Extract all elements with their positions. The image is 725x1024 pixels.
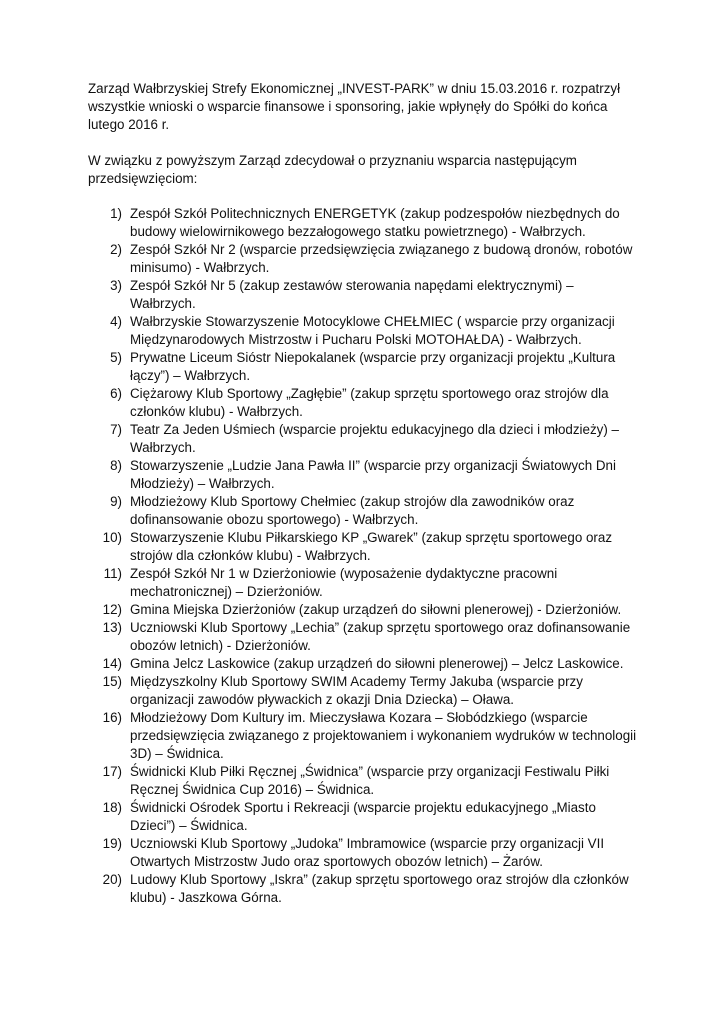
list-item [88,871,640,907]
list-item [88,799,640,835]
list-item-number: 16) [102,710,122,725]
list-item [88,205,640,241]
list-item [88,835,640,871]
list-item-number: 13) [102,620,122,635]
list-item-text: Gmina Jelcz Laskowice (zakup urządzeń do siłowni plenerowej) – Jelcz Laskowice. [130,656,624,671]
document-body [88,80,640,907]
list-item-text: Zespół Szkół Nr 5 (zakup zestawów sterowania napędami elektrycznymi) – Wałbrzych. [130,278,574,311]
list-item [88,709,640,763]
list-item [88,565,640,601]
list-item-text: Uczniowski Klub Sportowy „Judoka” Imbramowice (wsparcie przy organizacji VII Otwartych Mistrzostw Judo oraz sportowych obozów letnich) – Żarów. [130,836,605,869]
list-item-text: Ciężarowy Klub Sportowy „Zagłębie” (zakup sprzętu sportowego oraz strojów dla członków klubu) - Wałbrzych. [130,386,609,419]
list-item-text: Stowarzyszenie „Ludzie Jana Pawła II” (wsparcie przy organizacji Światowych Dni Młodzieży) – Wałbrzych. [130,458,616,491]
list-item-text: Ludowy Klub Sportowy „Iskra” (zakup sprzętu sportowego oraz strojów dla członków klubu) - Jaszkowa Górna. [130,872,629,905]
list-item-text: Zespół Szkół Nr 1 w Dzierżoniowie (wyposażenie dydaktyczne pracowni mechatronicznej) – Dzierżoniów. [130,566,558,599]
list-item-number: 4) [110,314,122,329]
list-item-number: 19) [102,836,122,851]
list-item-text: Międzyszkolny Klub Sportowy SWIM Academy Termy Jakuba (wsparcie przy organizacji zawodów pływackich z okazji Dnia Dziecka) – Oława. [130,674,583,707]
list-item-text: Młodzieżowy Dom Kultury im. Mieczysława Kozara – Słobódzkiego (wsparcie przedsięwzięcia związanego z projektowaniem i wykonaniem wydruków w technologii 3D) – Świdnica. [130,710,637,761]
list-item-number: 9) [110,494,122,509]
list-item-number: 18) [102,800,122,815]
list-item-number: 15) [102,674,122,689]
list-item [88,763,640,799]
list-item [88,493,640,529]
list-item-text: Stowarzyszenie Klubu Piłkarskiego KP „Gwarek” (zakup sprzętu sportowego oraz strojów dla członków klubu) - Wałbrzych. [130,530,613,563]
list-item-number: 11) [103,566,122,581]
intro-paragraph: Zarząd Wałbrzyskiej Strefy Ekonomicznej „INVEST-PARK” w dniu 15.03.2016 r. rozpatrzył wszystkie wnioski o wsparcie finansowe i sponsoring, jakie wpłynęły do Spółki do końca lutego 2016 r. [88,81,621,132]
list-item-number: 8) [110,458,122,473]
list-item-number: 6) [110,386,122,401]
list-item [88,241,640,277]
list-item-number: 1) [110,206,122,221]
list-item-text: Świdnicki Klub Piłki Ręcznej „Świdnica” (wsparcie przy organizacji Festiwalu Piłki Ręcznej Świdnica Cup 2016) – Świdnica. [130,764,610,797]
list-item [88,313,640,349]
list-item-text: Zespół Szkół Politechnicznych ENERGETYK (zakup podzespołów niezbędnych do budowy wielowirnikowego bezzałogowego statku powietrznego) - Wałbrzych. [130,206,620,239]
list-item-number: 17) [102,764,122,779]
list-item-text: Prywatne Liceum Sióstr Niepokalanek (wsparcie przy organizacji projektu „Kultura łączy”) – Wałbrzych. [130,350,616,383]
list-item [88,619,640,655]
list-item [88,277,640,313]
list-item [88,673,640,709]
list-item [88,385,640,421]
decision-paragraph: W związku z powyższym Zarząd zdecydował o przyznaniu wsparcia następującym przedsięwzięciom: [88,153,577,186]
list-item-number: 20) [102,872,122,887]
list-item-number: 10) [102,530,122,545]
list-item-number: 5) [110,350,122,365]
list-item-text: Wałbrzyskie Stowarzyszenie Motocyklowe CHEŁMIEC ( wsparcie przy organizacji Międzynarodowych Mistrzostw i Pucharu Polski MOTOHAŁDA) - Wałbrzych. [130,314,615,347]
list-item-text: Gmina Miejska Dzierżoniów (zakup urządzeń do siłowni plenerowej) - Dzierżoniów. [130,602,622,617]
list-item-text: Świdnicki Ośrodek Sportu i Rekreacji (wsparcie projektu edukacyjnego „Miasto Dzieci”) – Świdnica. [130,800,596,833]
support-list [88,205,640,907]
list-item [88,349,640,385]
list-item-text: Uczniowski Klub Sportowy „Lechia” (zakup sprzętu sportowego oraz dofinansowanie obozów letnich) - Dzierżoniów. [130,620,631,653]
list-item [88,601,640,619]
list-item-number: 14) [102,656,122,671]
list-item [88,421,640,457]
list-item [88,655,640,673]
list-item-text: Zespół Szkół Nr 2 (wsparcie przedsięwzięcia związanego z budową dronów, robotów minisumo) - Wałbrzych. [130,242,633,275]
list-item [88,457,640,493]
list-item-number: 12) [102,602,122,617]
list-item-number: 2) [110,242,122,257]
list-item [88,529,640,565]
list-item-text: Młodzieżowy Klub Sportowy Chełmiec (zakup strojów dla zawodników oraz dofinansowanie obozu sportowego) - Wałbrzych. [130,494,575,527]
list-item-text: Teatr Za Jeden Uśmiech (wsparcie projektu edukacyjnego dla dzieci i młodzieży) – Wałbrzych. [130,422,619,455]
list-item-number: 3) [110,278,122,293]
list-item-number: 7) [110,422,122,437]
